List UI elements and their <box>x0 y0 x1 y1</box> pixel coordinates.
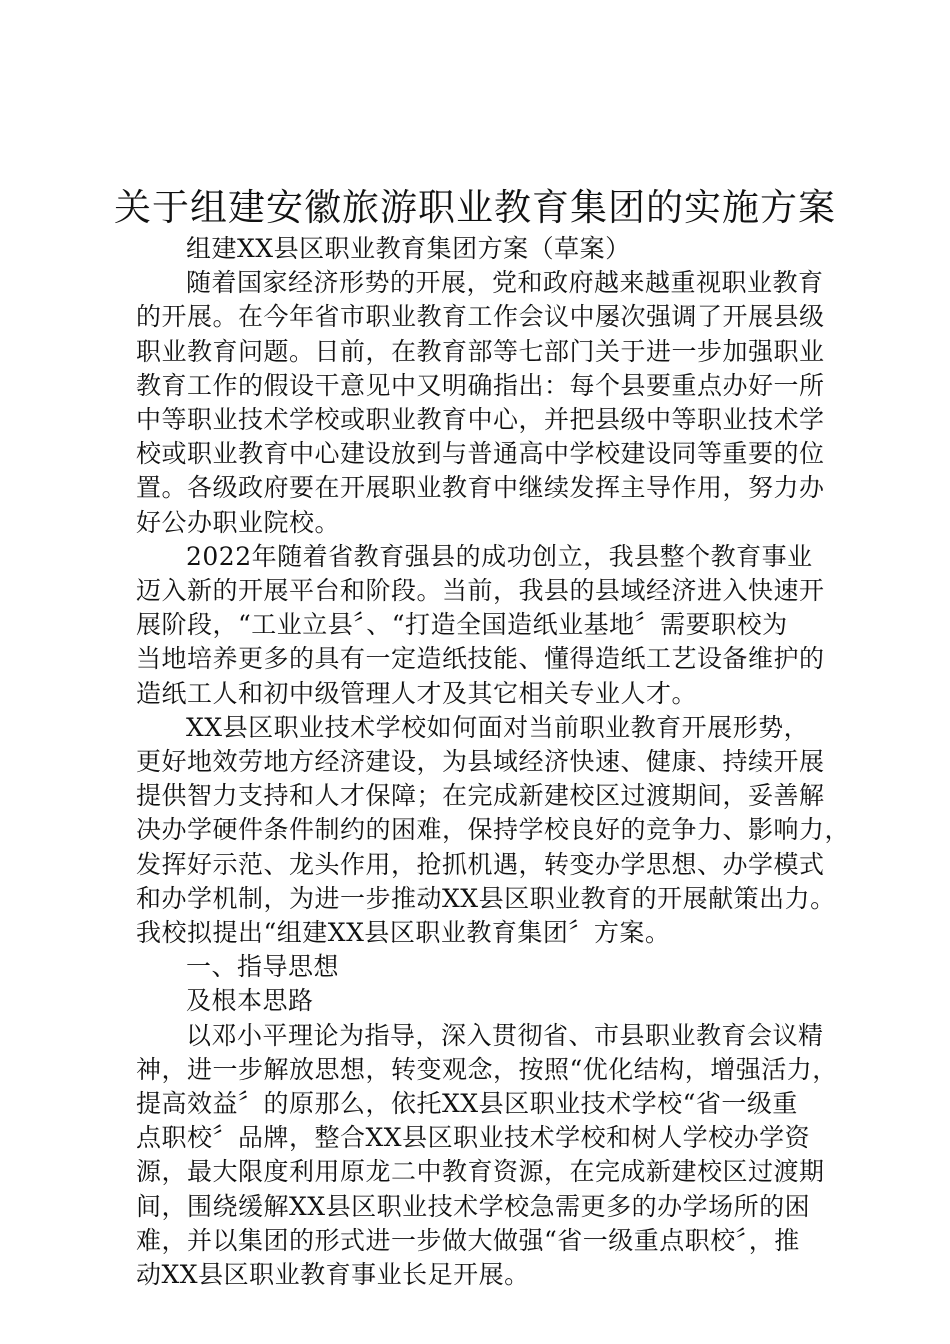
body-line: 我校拟提出“组建XX县区职业教育集团〞方案。 <box>136 918 671 948</box>
body-line: 一、指导思想 <box>186 952 340 982</box>
body-line: 置。各级政府要在开展职业教育中继续发挥主导作用，努力办 <box>136 473 825 503</box>
body-line: 以邓小平理论为指导，深入贯彻省、市县职业教育会议精 <box>186 1020 824 1050</box>
body-line: 的开展。在今年省市职业教育工作会议中屡次强调了开展县级 <box>136 302 825 332</box>
body-line: 发挥好示范、龙头作用，抢抓机遇，转变办学思想、办学模式 <box>136 849 825 879</box>
body-line: XX县区职业技术学校如何面对当前职业教育开展形势， <box>186 712 810 742</box>
body-line: 组建XX县区职业教育集团方案（草案） <box>186 234 631 263</box>
body-line: 及根本思路 <box>186 986 314 1016</box>
body-line: 当地培养更多的具有一定造纸技能、懂得造纸工艺设备维护的 <box>136 644 825 674</box>
body-line: 教育工作的假设干意见中又明确指出：每个县要重点办好一所 <box>136 370 825 400</box>
body-line: 决办学硬件条件制约的困难，保持学校良好的竞争力、影响力， <box>136 815 851 845</box>
body-line: 职业教育问题。日前，在教育部等七部门关于进一步加强职业 <box>136 336 825 366</box>
body-line: 更好地效劳地方经济建设，为县域经济快速、健康、持续开展 <box>136 747 825 777</box>
body-line: 2022年随着省教育强县的成功创立，我县整个教育事业 <box>186 541 813 571</box>
body-line: 难，并以集团的形式进一步做大做强“省一级重点职校〞，推 <box>136 1225 800 1255</box>
body-line: 间，围绕缓解XX县区职业技术学校急需更多的办学场所的困 <box>136 1191 811 1221</box>
body-line: 迈入新的开展平台和阶段。当前，我县的县域经济进入快速开 <box>136 576 825 606</box>
body-line: 校或职业教育中心建设放到与普通高中学校建设同等重要的位 <box>136 439 825 469</box>
body-line: 好公办职业院校。 <box>136 507 341 537</box>
body-line: 中等职业技术学校或职业教育中心，并把县级中等职业技术学 <box>136 405 825 435</box>
body-line: 源，最大限度利用原龙二中教育资源，在完成新建校区过渡期 <box>136 1157 825 1187</box>
body-line: 提供智力支持和人才保障；在完成新建校区过渡期间，妥善解 <box>136 781 825 811</box>
document-title: 关于组建安徽旅游职业教育集团的实施方案 <box>114 186 836 229</box>
body-line: 动XX县区职业教育事业长足开展。 <box>136 1260 530 1290</box>
body-line: 造纸工人和初中级管理人才及其它相关专业人才。 <box>136 678 698 708</box>
body-line: 随着国家经济形势的开展，党和政府越来越重视职业教育 <box>186 268 824 298</box>
document-body <box>136 232 851 1292</box>
body-line: 神，进一步解放思想，转变观念，按照“优化结构，增强活力， <box>136 1054 838 1084</box>
body-line: 提高效益〞的原那么，依托XX县区职业技术学校“省一级重 <box>136 1089 798 1119</box>
body-line: 和办学机制，为进一步推动XX县区职业教育的开展献策出力。 <box>136 883 836 913</box>
body-line: 展阶段，“工业立县〞、“打造全国造纸业基地〞需要职校为 <box>136 610 788 640</box>
body-line: 点职校〞品牌，整合XX县区职业技术学校和树人学校办学资 <box>136 1123 811 1153</box>
